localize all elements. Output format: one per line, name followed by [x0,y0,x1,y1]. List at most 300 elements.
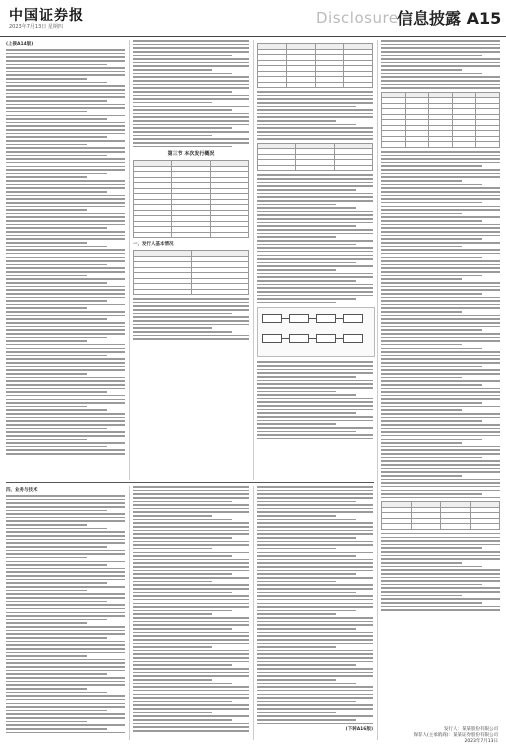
table-cell [258,165,296,171]
text-line [381,329,482,331]
text-line [257,225,356,227]
text-line [6,89,125,91]
text-column-4 [381,40,500,613]
text-line [257,701,356,703]
text-line [133,106,249,108]
text-line [133,320,249,322]
text-line [381,209,500,211]
text-line [381,278,462,280]
text-line [257,690,373,692]
text-line [381,84,500,86]
text-line [6,510,107,512]
text-line [6,391,107,393]
text-line [6,652,125,654]
text-line [257,562,373,564]
text-line [6,49,125,51]
text-line [381,453,500,455]
flowchart-arrow [308,318,316,319]
text-line [133,606,249,608]
text-line [381,362,500,364]
text-line [6,366,125,368]
data-table [133,250,249,295]
article-text [257,91,373,140]
text-line [257,508,373,510]
text-line [257,391,336,393]
text-line [257,405,373,407]
flowchart-arrow [281,338,289,339]
flowchart-node [316,334,336,343]
table-row [134,232,249,238]
text-line [6,373,87,375]
text-line [133,116,249,118]
text-line [6,293,125,295]
text-line [6,216,125,218]
text-line [257,704,373,706]
text-line [6,662,125,664]
text-line [133,701,232,703]
text-line [381,449,500,451]
text-line [133,628,232,630]
text-line [133,712,212,714]
text-line [6,315,125,317]
flowchart-arrow [281,318,289,319]
text-line [133,519,232,521]
text-line [6,326,125,328]
text-line [257,697,373,699]
text-line [381,155,500,157]
text-line [6,644,125,646]
text-line [381,533,500,535]
column-rule [129,40,130,480]
text-line [381,598,500,600]
text-line [381,282,500,284]
text-line [381,318,500,320]
text-line [6,260,125,262]
text-line [381,587,500,589]
text-line [6,539,125,541]
text-line [6,136,107,138]
text-line [6,220,125,222]
text-line [381,271,500,273]
text-line [257,504,373,506]
text-line [6,402,125,404]
text-line [381,333,500,335]
text-line [381,65,500,67]
section-title-english: Disclosure [316,9,399,27]
text-line [257,295,373,297]
text-line [133,138,249,140]
text-line [257,361,373,363]
text-column-1 [6,40,125,457]
text-line [6,133,125,135]
text-line [133,501,232,503]
text-line [133,113,249,115]
table-cell [134,232,172,238]
text-line [133,599,249,601]
text-line [133,316,249,318]
text-line [6,206,125,208]
text-line [257,251,373,253]
text-line [6,601,107,603]
text-line [381,73,482,75]
text-line [381,406,500,408]
text-line [6,151,125,153]
text-line [257,613,336,615]
text-line [6,728,107,730]
text-line [257,207,356,209]
text-line [381,584,482,586]
table-cell [334,165,372,171]
text-line [381,475,462,477]
text-line [381,80,500,82]
text-line [257,222,373,224]
text-line [133,668,249,670]
text-line [133,497,249,499]
text-line [133,697,249,699]
text-line [133,87,249,89]
text-line [6,713,125,715]
text-line [6,122,125,124]
text-line [257,661,373,663]
text-line [6,195,125,197]
text-line [6,307,87,309]
text-line [381,235,500,237]
text-line [133,51,249,53]
text-line [381,344,462,346]
data-table [133,160,249,238]
text-line [6,304,125,306]
text-line [6,442,125,444]
text-line [133,511,249,513]
text-line [6,612,125,614]
text-line [381,213,462,215]
text-line [6,56,125,58]
text-line [6,147,125,149]
table-cell [134,289,192,295]
text-line [257,182,373,184]
text-line [257,383,373,385]
flowchart-node [289,314,309,323]
text-line [6,329,125,331]
flowchart-node [316,314,336,323]
text-line [257,588,373,590]
issue-date: 2023年7月13日 星期四 [9,24,63,30]
text-line [257,365,373,367]
text-line [6,586,125,588]
text-line [6,528,107,530]
text-line [133,694,249,696]
text-line [133,309,249,311]
text-line [6,118,107,120]
text-line [6,431,125,433]
text-line [257,189,356,191]
text-line [381,439,482,441]
masthead [0,0,506,37]
text-line [381,253,500,255]
data-table [381,501,500,530]
text-line [381,398,500,400]
text-line [381,373,500,375]
text-line [257,229,373,231]
text-line [6,369,125,371]
text-line [381,544,500,546]
text-line [6,568,125,570]
text-line [257,287,373,289]
text-line [6,140,125,142]
text-line [6,703,125,705]
text-line [133,91,232,93]
text-line [133,661,249,663]
text-line [133,98,249,100]
data-table [257,143,373,172]
text-line [6,710,107,712]
text-line [133,313,232,315]
table-cell [315,82,344,88]
text-line [381,195,500,197]
text-line [6,187,125,189]
text-line [257,610,356,612]
text-line [381,242,500,244]
text-line [6,622,87,624]
text-line [6,362,125,364]
text-line [257,193,373,195]
text-line [6,85,125,87]
text-line [381,260,500,262]
article-text [381,533,500,611]
text-line [257,493,373,495]
text-line [6,593,125,595]
text-line [6,502,125,504]
text-line [6,377,125,379]
flowchart-node [289,334,309,343]
article-text [6,49,125,455]
text-line [6,176,87,178]
data-table [381,92,500,148]
text-line [6,499,125,501]
text-line [133,570,249,572]
text-line [133,58,249,60]
text-line [6,96,125,98]
text-line [381,187,500,189]
text-line [381,468,500,470]
table-cell [296,165,334,171]
text-line [257,102,373,104]
subsection-heading: 一、发行人基本情况 [133,242,174,248]
text-line [257,273,373,275]
text-line [257,664,356,666]
text-line [133,335,249,337]
text-line [257,218,373,220]
text-line [6,111,87,113]
text-line [133,708,249,710]
text-line [257,686,373,688]
text-line [6,282,107,284]
text-line [6,78,87,80]
text-line [6,677,125,679]
text-line [6,235,125,237]
text-line [133,127,232,129]
text-line [257,541,373,543]
text-line [6,53,125,55]
text-line [257,635,373,637]
text-line [133,552,249,554]
text-line [257,298,356,300]
text-line [133,617,249,619]
text-line [133,504,249,506]
text-line [6,553,125,555]
text-line [6,300,107,302]
table-cell [405,142,429,148]
table-cell [452,142,476,148]
text-line [381,58,500,60]
text-line [6,289,125,291]
text-line [6,513,125,515]
text-line [257,127,373,129]
lower-text-column-1 [6,486,125,735]
text-line [381,286,500,288]
text-column-3 [257,40,373,442]
section-divider [6,482,374,483]
text-line [6,633,125,635]
text-line [6,107,125,109]
text-line [6,231,125,233]
text-line [257,490,373,492]
text-line [6,517,125,519]
data-table [257,43,373,88]
text-line [257,592,356,594]
text-line [133,305,249,307]
text-line [381,40,500,42]
text-line [257,116,373,118]
text-line [381,337,500,339]
text-line [6,224,125,226]
lower-text-column-3 [257,486,373,734]
text-line [381,267,500,269]
text-line [257,262,356,264]
text-line [257,617,373,619]
text-line [133,657,249,659]
text-line [257,174,373,176]
text-line [257,632,373,634]
text-line [133,653,249,655]
text-line [257,423,336,425]
table-cell [476,142,500,148]
text-line [6,198,125,200]
text-line [257,577,373,579]
text-line [133,675,249,677]
text-line [381,340,500,342]
text-line [6,249,125,251]
text-line [257,712,336,714]
text-line [6,209,87,211]
text-line [6,344,125,346]
text-line [257,501,356,503]
text-line [6,355,107,357]
text-line [6,71,125,73]
text-line [6,604,125,606]
text-line [133,683,232,685]
process-flowchart [257,307,375,357]
text-line [381,176,500,178]
text-line [133,573,232,575]
text-line [6,655,87,657]
text-line [257,719,356,721]
text-line [257,533,373,535]
footer-date: 2023年7月13日 [464,739,498,744]
text-line [257,120,336,122]
text-line [6,717,125,719]
text-line [257,113,373,115]
text-line [381,540,500,542]
text-line [381,257,482,259]
text-line [257,401,373,403]
text-line [381,555,500,557]
text-line [133,566,249,568]
text-line [257,420,373,422]
text-line [6,571,125,573]
text-line [381,490,500,492]
text-line [133,704,249,706]
text-line [381,577,500,579]
text-line [381,249,500,251]
text-line [6,202,125,204]
text-line [257,185,373,187]
text-line [6,597,125,599]
text-line [381,479,500,481]
text-line [381,246,462,248]
text-line [6,173,107,175]
text-line [381,47,500,49]
text-line [133,47,249,49]
text-line [6,564,107,566]
text-line [257,280,356,282]
text-line [133,635,249,637]
text-line [6,104,125,106]
text-line [257,109,373,111]
text-line [257,515,336,517]
text-line [381,420,482,422]
table-cell [344,82,373,88]
table-row [134,289,249,295]
text-line [381,460,500,462]
text-line [381,409,462,411]
text-line [133,526,249,528]
text-line [381,62,500,64]
text-line [257,555,356,557]
text-line [6,439,87,441]
text-line [257,552,373,554]
flowchart-arrow [308,338,316,339]
text-line [381,493,482,495]
text-line [257,653,373,655]
text-line [6,535,125,537]
text-line [257,416,373,418]
text-line [257,276,373,278]
text-line [381,227,500,229]
text-line [381,388,500,390]
text-line [257,639,373,641]
text-line [257,643,373,645]
text-line [133,69,212,71]
text-line [381,238,482,240]
text-line [6,275,87,277]
text-line [257,233,373,235]
text-line [381,446,500,448]
text-line [6,542,125,544]
text-line [6,264,107,266]
text-line [381,431,500,433]
text-line [381,573,500,575]
